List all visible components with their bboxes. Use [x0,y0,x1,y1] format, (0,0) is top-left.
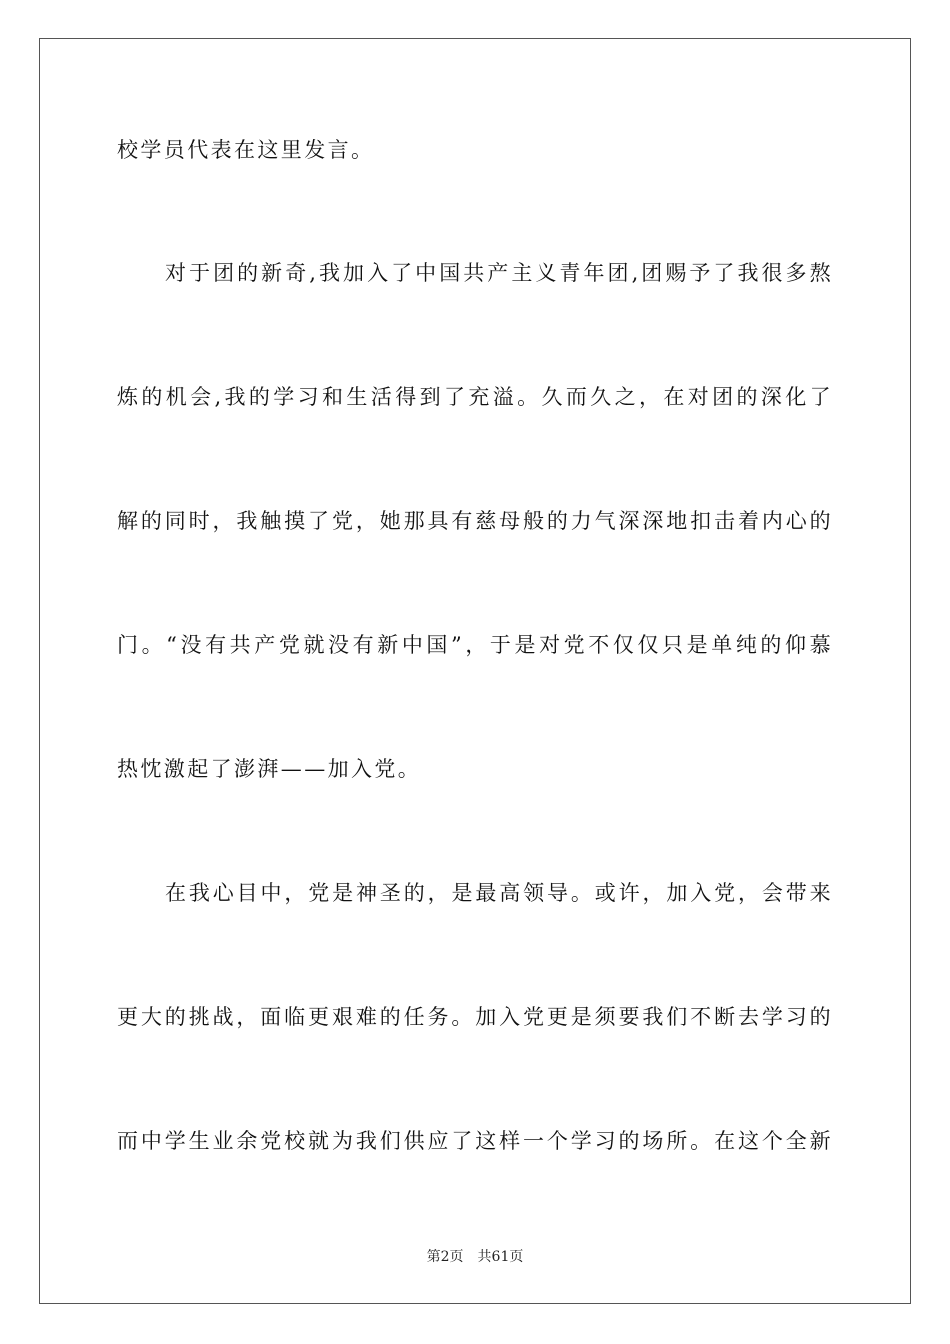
body-text-line: 而中学生业余党校就为我们供应了这样一个学习的场所。在这个全新 [117,1129,833,1153]
page-border [39,38,911,1304]
body-text-line: 炼的机会,我的学习和生活得到了充溢。久而久之，在对团的深化了 [117,385,833,409]
body-text-line: 门。“没有共产党就没有新中国”，于是对党不仅仅只是单纯的仰慕 [117,633,833,657]
body-text-line: 解的同时，我触摸了党，她那具有慈母般的力气深深地扣击着内心的 [117,509,833,533]
page-number: 第2页 [426,1249,464,1265]
body-text-line: 热忱激起了澎湃——加入党。 [117,757,422,781]
page-footer [0,1247,950,1267]
body-text-line: 对于团的新奇,我加入了中国共产主义青年团,团赐予了我很多熬 [165,261,833,285]
body-text-line: 在我心目中，党是神圣的，是最高领导。或许，加入党，会带来 [165,881,833,905]
body-text-line: 更大的挑战，面临更艰难的任务。加入党更是须要我们不断去学习的 [117,1005,833,1029]
page-total: 共61页 [477,1249,524,1265]
body-text-line: 校学员代表在这里发言。 [117,138,375,162]
